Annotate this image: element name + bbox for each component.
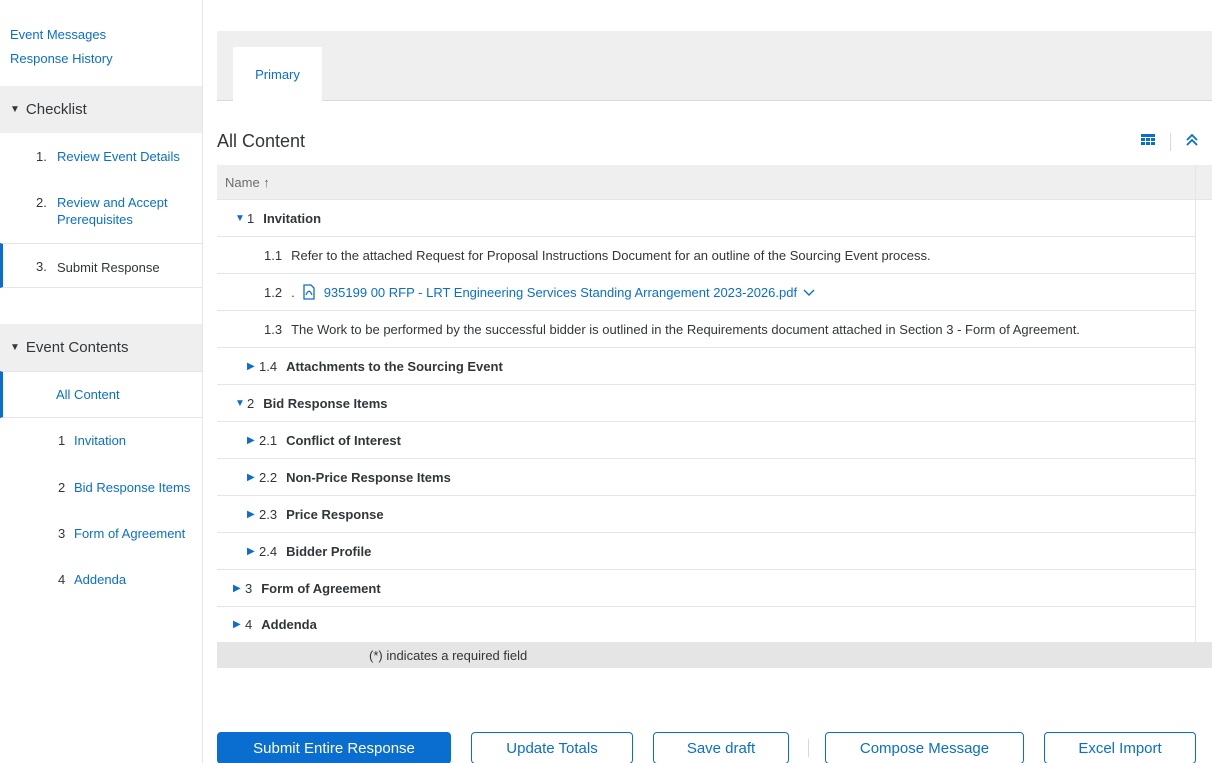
row-number: 1.4: [259, 358, 278, 374]
sidebar: [0, 0, 203, 763]
checklist-item-label: Review Event Details: [57, 149, 180, 164]
event-messages-link[interactable]: Event Messages: [10, 27, 107, 42]
caret-right-icon[interactable]: ▶: [233, 582, 241, 594]
event-contents-title: Event Contents: [25, 339, 129, 356]
table-row[interactable]: [217, 422, 1195, 459]
checklist-title: Checklist: [25, 101, 87, 118]
checklist-item-submit-response[interactable]: [0, 243, 202, 288]
chevron-down-icon[interactable]: [803, 285, 815, 300]
event-contents-item-label: Addenda: [74, 572, 127, 587]
compose-message-button[interactable]: Compose Message: [825, 732, 1024, 763]
row-number: 1.3: [264, 321, 283, 337]
pdf-attachment-link[interactable]: 935199 00 RFP - LRT Engineering Services Standing Arrangement 2023-2026.pdf: [323, 284, 798, 300]
row-label: Invitation: [263, 210, 322, 226]
table-row[interactable]: [217, 459, 1195, 496]
row-number: 4: [245, 616, 253, 632]
submit-entire-response-button[interactable]: Submit Entire Response: [217, 732, 451, 763]
table-row[interactable]: [217, 348, 1195, 385]
caret-right-icon[interactable]: ▶: [247, 508, 255, 520]
event-contents-item-number: 1: [58, 433, 66, 448]
table-row: [217, 237, 1195, 274]
checklist-item-number: 2.: [36, 195, 47, 210]
table-row[interactable]: [217, 533, 1195, 570]
row-label: The Work to be performed by the successful bidder is outlined in the Requirements document attached in Section 3 - Form of Agreement.: [291, 321, 1080, 337]
table-row: [217, 311, 1195, 348]
required-field-note: (*) indicates a required field: [217, 642, 1212, 668]
tab-bar: [217, 31, 1212, 101]
save-draft-button[interactable]: Save draft: [653, 732, 789, 763]
table-right-border: [1195, 165, 1196, 642]
button-divider: [808, 739, 809, 757]
caret-right-icon[interactable]: ▶: [233, 618, 241, 630]
caret-down-icon: ▼: [10, 342, 20, 353]
event-contents-item-number: 3: [58, 526, 66, 541]
row-number: 1.1: [264, 247, 283, 263]
table-row: [217, 274, 1195, 311]
event-contents-item-number: 4: [58, 572, 66, 587]
update-totals-button[interactable]: Update Totals: [471, 732, 633, 763]
table-options-icon[interactable]: [1140, 131, 1156, 149]
caret-right-icon[interactable]: ▶: [247, 545, 255, 557]
caret-right-icon[interactable]: ▶: [247, 471, 255, 483]
pdf-attachment-icon[interactable]: [301, 284, 317, 300]
page-title: All Content: [217, 131, 306, 151]
row-label: Bidder Profile: [286, 543, 372, 559]
event-contents-header[interactable]: [0, 324, 202, 371]
event-contents-item-label: Bid Response Items: [74, 480, 191, 495]
caret-right-icon[interactable]: ▶: [247, 434, 255, 446]
row-number: 2.2: [259, 469, 278, 485]
caret-down-icon: ▼: [10, 104, 20, 115]
checklist-item-number: 1.: [36, 149, 47, 164]
event-contents-item-label: Invitation: [74, 433, 127, 448]
row-label: Bid Response Items: [263, 395, 388, 411]
row-label: Non-Price Response Items: [286, 469, 451, 485]
response-history-link[interactable]: Response History: [10, 51, 113, 66]
row-number: 2: [247, 395, 255, 411]
event-contents-item-addenda[interactable]: [0, 572, 202, 592]
column-header-name[interactable]: Name ↑: [217, 165, 1212, 200]
row-label: Price Response: [286, 506, 384, 522]
event-contents-item-label: All Content: [56, 387, 120, 402]
caret-down-icon[interactable]: ▼: [235, 397, 245, 409]
table-row[interactable]: [217, 496, 1195, 533]
table-row[interactable]: [217, 200, 1195, 237]
caret-right-icon[interactable]: ▶: [247, 360, 255, 372]
event-contents-item-label: Form of Agreement: [74, 526, 186, 541]
checklist-header[interactable]: [0, 86, 202, 133]
row-number: 1.2: [264, 284, 283, 300]
event-contents-item-invitation[interactable]: [0, 433, 202, 453]
event-contents-item-bid-response-items[interactable]: [0, 480, 202, 500]
event-contents-item-number: 2: [58, 480, 66, 495]
event-contents-item-form-of-agreement[interactable]: [0, 526, 202, 546]
checklist-item-review-prerequisites[interactable]: [0, 188, 202, 232]
checklist-item-label-line2: Prerequisites: [57, 212, 133, 227]
row-number: 2.3: [259, 506, 278, 522]
toolbar-divider: [1170, 133, 1171, 151]
row-label: Conflict of Interest: [286, 432, 401, 448]
table-row[interactable]: [217, 606, 1195, 643]
checklist-item-review-event-details[interactable]: [0, 140, 202, 174]
row-number: 2.4: [259, 543, 278, 559]
checklist-item-label: Review and Accept: [57, 195, 168, 210]
event-contents-item-all-content[interactable]: [0, 371, 202, 418]
row-label: Form of Agreement: [261, 580, 381, 596]
table-row[interactable]: [217, 570, 1195, 607]
row-label: Addenda: [261, 616, 317, 632]
excel-import-button[interactable]: Excel Import: [1044, 732, 1196, 763]
checklist-item-number: 3.: [36, 259, 47, 274]
row-number: 3: [245, 580, 253, 596]
table-row[interactable]: [217, 385, 1195, 422]
tab-primary[interactable]: Primary: [233, 47, 322, 101]
collapse-all-icon[interactable]: [1184, 131, 1200, 149]
row-prefix: .: [291, 284, 295, 300]
caret-down-icon[interactable]: ▼: [235, 212, 245, 224]
row-label: Refer to the attached Request for Proposal Instructions Document for an outline of the Sourcing Event process.: [291, 247, 931, 263]
row-label: Attachments to the Sourcing Event: [286, 358, 503, 374]
row-number: 2.1: [259, 432, 278, 448]
checklist-item-label: Submit Response: [57, 260, 160, 275]
row-number: 1: [247, 210, 255, 226]
